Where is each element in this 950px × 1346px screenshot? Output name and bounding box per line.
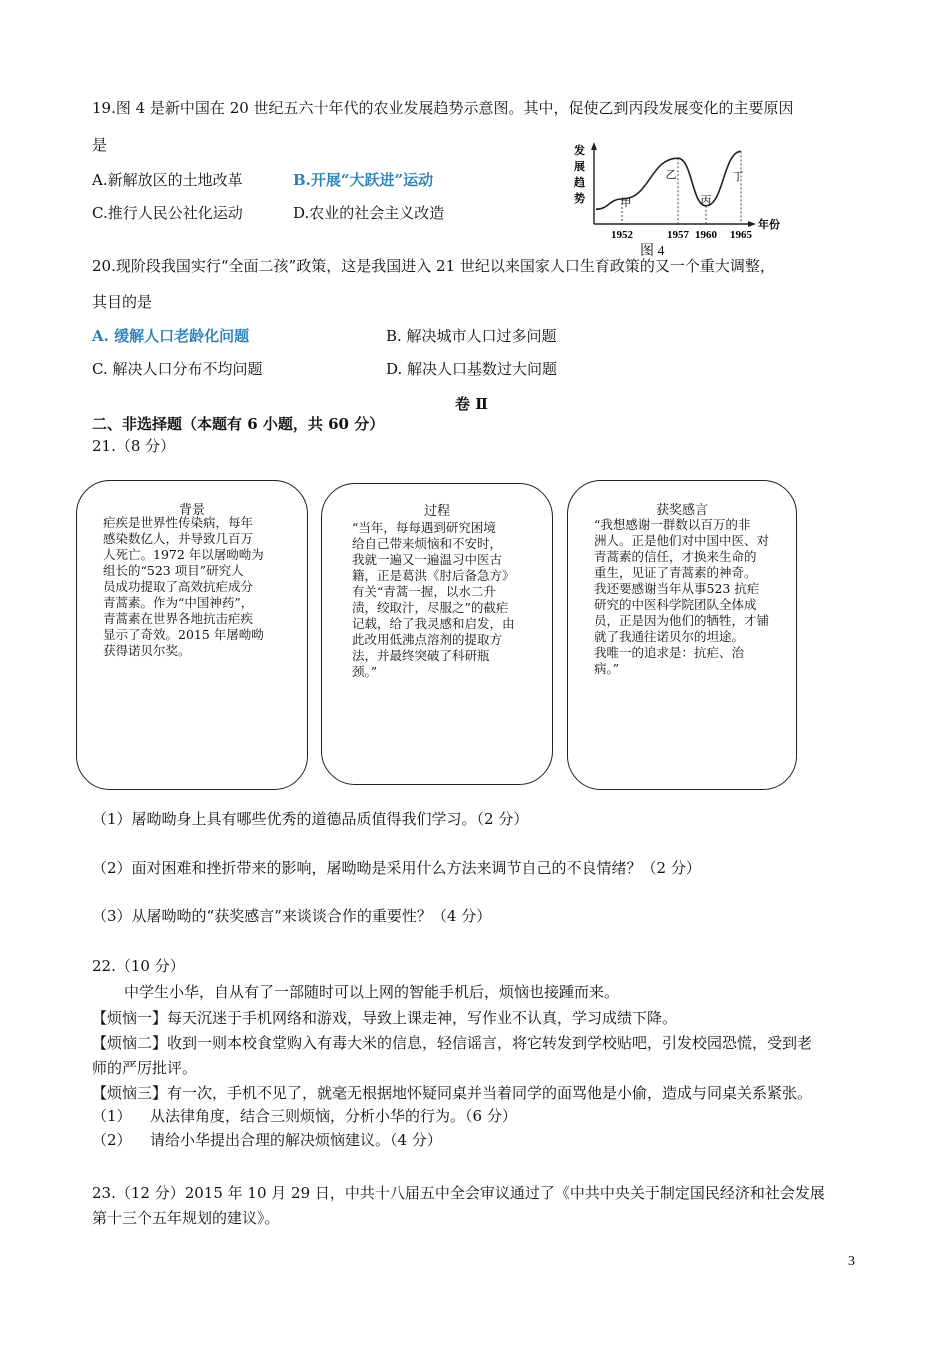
q22-worry3: 【烦恼三】有一次，手机不见了，就毫无根据地怀疑同桌并当着同学的面骂他是小偷，造成与同桌关系紧张。 [92,1084,813,1102]
q22-sub2: 请给小华提出合理的解决烦恼建议。（4 分） [150,1131,442,1149]
q20-option-b: B. 解决城市人口过多问题 [386,327,557,345]
q21-sub1: （1）屠呦呦身上具有哪些优秀的道德品质值得我们学习。（2 分） [92,810,529,828]
figure-4-chart [566,140,806,258]
q22-worry1: 【烦恼一】每天沉迷于手机网络和游戏，导致上课走神，写作业不认真，学习成绩下降。 [92,1009,678,1027]
chart-ylabel-char: 势 [574,192,585,205]
q22-header: 22.（10 分） [92,957,185,975]
box-text-speech: “我想感谢一群数以百万的非 洲人。正是他们对中国中医、对 青蒿素的信任，才换来生命的 重生，见证了青蒿素的神奇。 我还要感谢当年从事523 抗疟 研究的中医科学院团队全体成 员，正是因为他们的牺牲，才铺 就了我通往诺贝尔的坦途。 我唯一的追求是：抗疟、治 病。” [594,517,770,676]
q20-option-a: A. 缓解人口老龄化问题 [92,327,250,345]
q20-stem-cont: 其目的是 [92,293,153,311]
q19-option-c: C.推行人民公社化运动 [92,204,243,222]
chart-ylabel-char: 发 [574,144,585,157]
q22-sub2-number: （2） [92,1131,132,1149]
box-title-background: 背景 [178,503,205,518]
q21-process-box [321,483,553,785]
q21-sub2: （2）面对困难和挫折带来的影响，屠呦呦是采用什么方法来调节自己的不良情绪？（2 分） [92,859,701,877]
q21-background-box [76,480,308,790]
chart-segment-label: 乙 [665,168,677,181]
q22-worry2-cont: 师的严厉批评。 [92,1059,198,1077]
q20-stem: 20.现阶段我国实行“全面二孩”政策，这是我国进入 21 世纪以来国家人口生育政策的又一个重大调整， [92,257,775,275]
chart-x-tick-label: 1957 [667,229,689,241]
chart-segment-label: 丙 [700,194,712,207]
q19-option-b: B.开展“大跃进”运动 [293,171,434,189]
section-title: 卷 Ⅱ [455,395,488,413]
chart-ylabel [573,143,585,205]
chart-x-arrow [748,221,756,227]
chart-x-tick-label: 1952 [611,229,633,241]
chart-ylabel-char: 趋 [574,176,585,189]
chart-segment-label: 甲 [620,196,632,209]
page-number: 3 [848,1254,855,1269]
q22-intro: 中学生小华，自从有了一部随时可以上网的智能手机后，烦恼也接踵而来。 [124,983,620,1001]
box-title-speech: 获奖感言 [655,503,708,518]
q21-header: 21.（8 分） [92,437,176,455]
chart-ylabel-char: 展 [574,160,585,173]
q21-speech-box [567,480,797,790]
q22-sub1-number: （1） [92,1107,132,1125]
q20-option-c: C. 解决人口分布不均问题 [92,360,263,378]
figure-caption: 图 4 [640,244,665,259]
q19-option-d: D.农业的社会主义改造 [293,204,445,222]
q22-sub1: 从法律角度，结合三则烦恼，分析小华的行为。（6 分） [150,1107,517,1125]
chart-x-tick-label: 1960 [695,229,717,241]
q21-sub3: （3）从屠呦呦的“获奖感言”来谈谈合作的重要性？（4 分） [92,907,492,925]
q22-worry2: 【烦恼二】收到一则本校食堂购入有毒大米的信息，轻信谣言，将它转发到学校贴吧，引发校园恐慌，受到老 [92,1034,813,1052]
section-heading: 二、非选择题（本题有 6 小题，共 60 分） [92,415,385,433]
chart-y-arrow [591,142,597,150]
box-text-process: “当年，每每遇到研究困境 给自己带来烦恼和不安时， 我就一遍又一遍温习中医古 籍，正是葛洪《肘后备急方》 有关“青蒿一握，以水二升 渍，绞取汁，尽服之”的截疟 记载，给了我灵感和启发，由 此改用低沸点溶剂的提取方 法，并最终突破了科研瓶 颈。” [352,520,515,679]
chart-xlabel: 年份 [758,218,780,231]
q23-stem: 23.（12 分）2015 年 10 月 29 日，中共十八届五中全会审议通过了《中共中央关于制定国民经济和社会发展 [92,1184,825,1202]
q20-option-d: D. 解决人口基数过大问题 [386,360,558,378]
chart-segment-label: 丁 [732,170,744,183]
box-title-process: 过程 [423,504,450,519]
box-text-background: 疟疾是世界性传染病，每年 感染数亿人，并导致几百万 人死亡。1972 年以屠呦呦为 组长的“523 项目”研究人 员成功提取了高效抗疟成分 青蒿素。作为“中国神药”， 青蒿素在世界各地抗击疟疾 显示了奇效。2015 年屠呦呦 获得诺贝尔奖。 [103,515,264,658]
q19-stem-cont: 是 [92,136,108,154]
q19-option-a: A.新解放区的土地改革 [92,171,243,189]
q23-stem-cont: 第十三个五年规划的建议》。 [92,1209,280,1227]
chart-x-tick-label: 1965 [730,229,752,241]
q19-stem: 19.图 4 是新中国在 20 世纪五六十年代的农业发展趋势示意图。其中，促使乙到丙段发展变化的主要原因 [92,99,794,117]
